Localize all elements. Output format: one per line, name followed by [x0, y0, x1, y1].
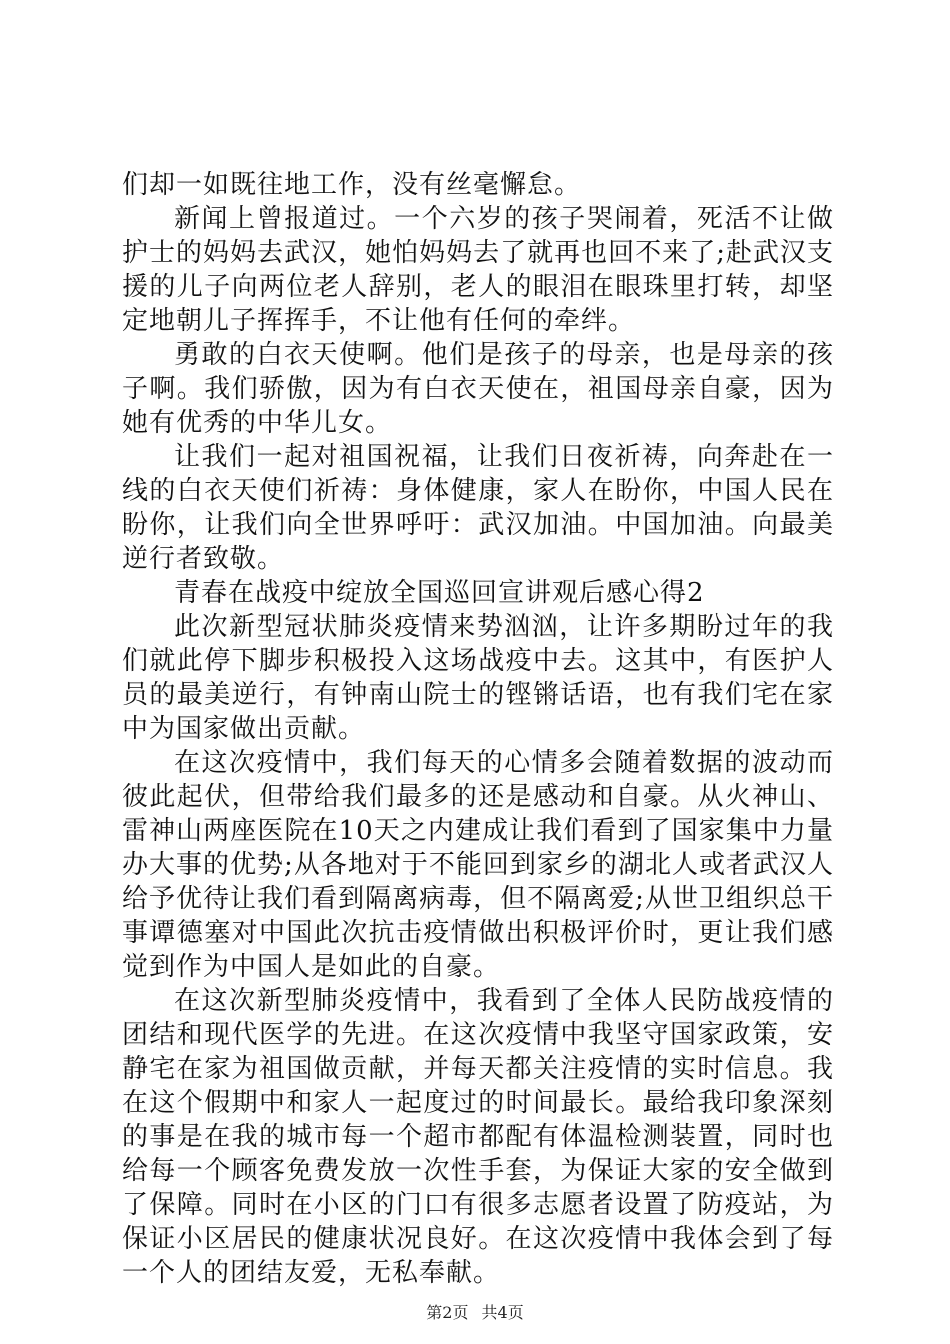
section-heading: 青春在战疫中绽放全国巡回宣讲观后感心得2: [174, 578, 705, 608]
page-number: 第2页: [426, 1303, 469, 1322]
paragraph-personal-experience: 在这次新型肺炎疫情中，我看到了全体人民防战疫情的团结和现代医学的先进。在这次疫情中我坚守国家政策，安静宅在家为祖国做贡献，并每天都关注疫情的实时信息。我在这个假期中和家人一起度过的时间最长。最给我印象深刻的事是在我的城市每一个超市都配有体温检测装置，同时也给每一个顾客免费发放一次性手套，为保证大家的安全做到了保障。同时在小区的门口有很多志愿者设置了防疫站，为保证小区居民的健康状况良好。在这次疫情中我体会到了每一个人的团结友爱，无私奉献。: [122, 986, 834, 1288]
paragraph-emotions: 在这次疫情中，我们每天的心情多会随着数据的波动而彼此起伏，但带给我们最多的还是感动和自豪。从火神山、雷神山两座医院在10天之内建成让我们看到了国家集中力量办大事的优势;从各地对于不能回到家乡的湖北人或者武汉人给予优待让我们看到隔离病毒，但不隔离爱;从世卫组织总干事谭德塞对中国此次抗击疫情做出积极评价时，更让我们感觉到作为中国人是如此的自豪。: [122, 748, 834, 982]
paragraph-blessing: 让我们一起对祖国祝福，让我们日夜祈祷，向奔赴在一线的白衣天使们祈祷：身体健康，家人在盼你，中国人民在盼你，让我们向全世界呼吁：武汉加油。中国加油。向最美逆行者致敬。: [122, 442, 834, 574]
document-body: [122, 168, 834, 1290]
paragraph-epidemic-intro: 此次新型冠状肺炎疫情来势汹汹，让许多期盼过年的我们就此停下脚步积极投入这场战疫中去。这其中，有医护人员的最美逆行，有钟南山院士的铿锵话语，也有我们宅在家中为国家做出贡献。: [122, 612, 834, 744]
paragraph-news-report: 新闻上曾报道过。一个六岁的孩子哭闹着，死活不让做护士的妈妈去武汉，她怕妈妈去了就再也回不来了;赴武汉支援的儿子向两位老人辞别，老人的眼泪在眼珠里打转，却坚定地朝儿子挥挥手，不让他有任何的牵绊。: [122, 204, 834, 336]
page-total: 共4页: [481, 1303, 524, 1322]
paragraph-white-angels: 勇敢的白衣天使啊。他们是孩子的母亲，也是母亲的孩子啊。我们骄傲，因为有白衣天使在，祖国母亲自豪，因为她有优秀的中华儿女。: [122, 340, 834, 438]
page-footer: [0, 1300, 950, 1323]
paragraph-continuation: 们却一如既往地工作，没有丝毫懈怠。: [122, 170, 582, 200]
